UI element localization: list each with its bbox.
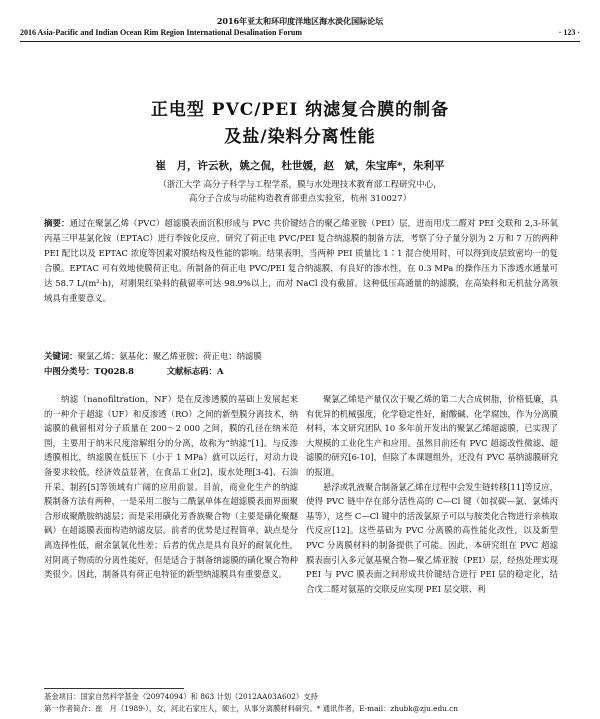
footnote-funding: 基金项目：国家自然科学基金（20974094）和 863 计划（2012AA03A602）支持 <box>44 692 318 701</box>
body-paragraph: 纳滤（nanofiltration，NF）是在反渗透膜的基础上发展起来的一种介于超滤（UF）和反渗透（RO）之间的新型膜分离技术，纳滤膜的截留相对分子质量在 200～2 000 之间，膜的孔径在纳米范围，主要用于纳米尺度溶解组分的分离，故称为“纳滤”[1]。与反渗透膜相比，纳滤膜在低压下（小于 1 MPa）就可以运行，对动力设备要求较低，经济效益显著，在食品工业[2]、废水处理[3-4]、石油开采、制药[5]等领域有广阔的应用前景。目前，商业化生产的纳滤膜制备方法有两种，一是采用二胺与二酰氯单体在超滤膜表面界面聚合形成聚酰胺纳滤层；而是采用磺化芳香族聚合物（主要是磺化聚醚砜）在超滤膜表面构造纳滤皮层。前者的优势是过程简单，缺点是分离选择性低，耐余氯氧化性差；后者的优点是具有良好的耐氧化性，对阴离子物质的分离性能好，但是适合于制备纳滤膜的磺化聚合物种类很少。因此，制备具有荷正电特征的新型纳滤膜具有重要意义。 <box>44 394 298 580</box>
abstract-label: 摘要： <box>44 218 70 228</box>
footnote-rule <box>44 688 184 689</box>
keywords-text: 聚氯乙烯；氨基化；聚乙烯亚胺；荷正电；纳滤膜 <box>77 351 262 361</box>
body-column-left <box>44 392 298 582</box>
abstract-text: 通过在聚氯乙烯（PVC）超滤膜表面沉积形成与 PVC 共价键结合的聚乙烯亚胺（PEI）层，进而用戊二醛对 PEI 交联和 2,3-环氧丙基三甲基氯化铵（EPTAC）进行季铵化反应，研究了荷正电 PVC/PEI 复合纳滤膜的制备方法，考察了分子量分别为 2 万和 7 万的两种 PEI 配比以及 EPTAC 浓度等因素对膜结构及性能的影响。结果表明，当两种 PEI 质量比 1∶1 混合使用时，可以得到皮层致密均一的复合膜。EPTAC 可有效地使膜荷正电。所制备的荷正电 PVC/PEI 复合纳滤膜，有良好的渗水性，在 0.3 MPa 的操作压力下渗透水通量可达 58.7 L/(m²·h)，对刚果红染料的截留率可达 98.9%以上，而对 NaCl 没有截留。这种低压高通量的纳滤膜，在高染料和无机盐分离领域具有重要意义。 <box>44 218 558 303</box>
body-column-right <box>306 392 558 596</box>
author-list: 崔 月，许云秋，姚之侃，杜世媛，赵 斌，朱宝库*，朱利平 <box>155 160 445 172</box>
page-number: · 123 · <box>558 28 580 37</box>
affiliation-line1: （浙江大学 高分子科学与工程学系，膜与水处理技术教育部工程研究中心， <box>158 180 442 190</box>
header-rule <box>20 41 580 42</box>
paper-title-line1: 正电型 PVC/PEI 纳滤复合膜的制备 <box>150 100 450 120</box>
footnote-author: 第一作者简介：崔 月（1989-），女，河北石家庄人，硕士，从事分离膜材料研究。* 通讯作者，E-mail：zhubk@zju.edu.cn <box>44 704 458 713</box>
clc-label: 中图分类号： <box>44 366 95 376</box>
doc-code-label: 文献标志码： <box>166 366 217 376</box>
clc-value: TQ028.8 <box>94 366 135 376</box>
abstract <box>44 216 558 305</box>
keywords <box>44 350 558 362</box>
body-paragraph: 聚氯乙烯是产量仅次于聚乙烯的第二大合成树脂，价格低廉，具有优异的机械强度，化学稳定性好，耐酸碱、化学腐蚀，作为分离膜材料，本文研究团队 10 多年前开发出的聚氯乙烯超滤膜，已实现了大规模的工业化生产和应用。虽然目前还有 PVC 超滤改性微滤、超滤膜的研究[6-10]，但除了本课题组外，还没有 PVC 基纳滤膜研究的报道。 <box>306 394 558 477</box>
body-paragraph: 悬浮或乳液聚合制备氯乙烯在过程中会发生链转移[11]等反应，使得 PVC 链中存在部分活性高的 C—Cl 键（如叔碳—氯、氯烯丙基等），这些 C—Cl 键中的活泼氯原子可以与胺类化合物进行亲核取代反应[12]。这些基础为 PVC 分离膜的高性能化改性，以及新型 PVC 分离膜材料的制备提供了可能。因此，本研究组在 PVC 超滤膜表面引入多元氨基聚合物—聚乙烯亚胺（PEI）层，经热处理实现 PEI 与 PVC 膜表面之间形成共价键结合进行 PEI 层的稳定化，结合戊二醛对氨基的交联反应实现 PEI 层交联、利 <box>306 481 558 594</box>
classification <box>44 365 558 377</box>
paper-title-line2: 及盐/染料分离性能 <box>224 127 376 147</box>
keywords-label: 关键词： <box>44 351 78 361</box>
conference-title-cn: 2016年亚太和环印度洋地区海水淡化国际论坛 <box>216 16 384 26</box>
affiliation-line2: 高分子合成与功能构造教育部重点实验室，杭州 310027） <box>188 194 412 204</box>
conference-title-en: 2016 Asia-Pacific and Indian Ocean Rim Region International Desalination Forum <box>20 28 303 37</box>
doc-code-value: A <box>216 366 224 376</box>
